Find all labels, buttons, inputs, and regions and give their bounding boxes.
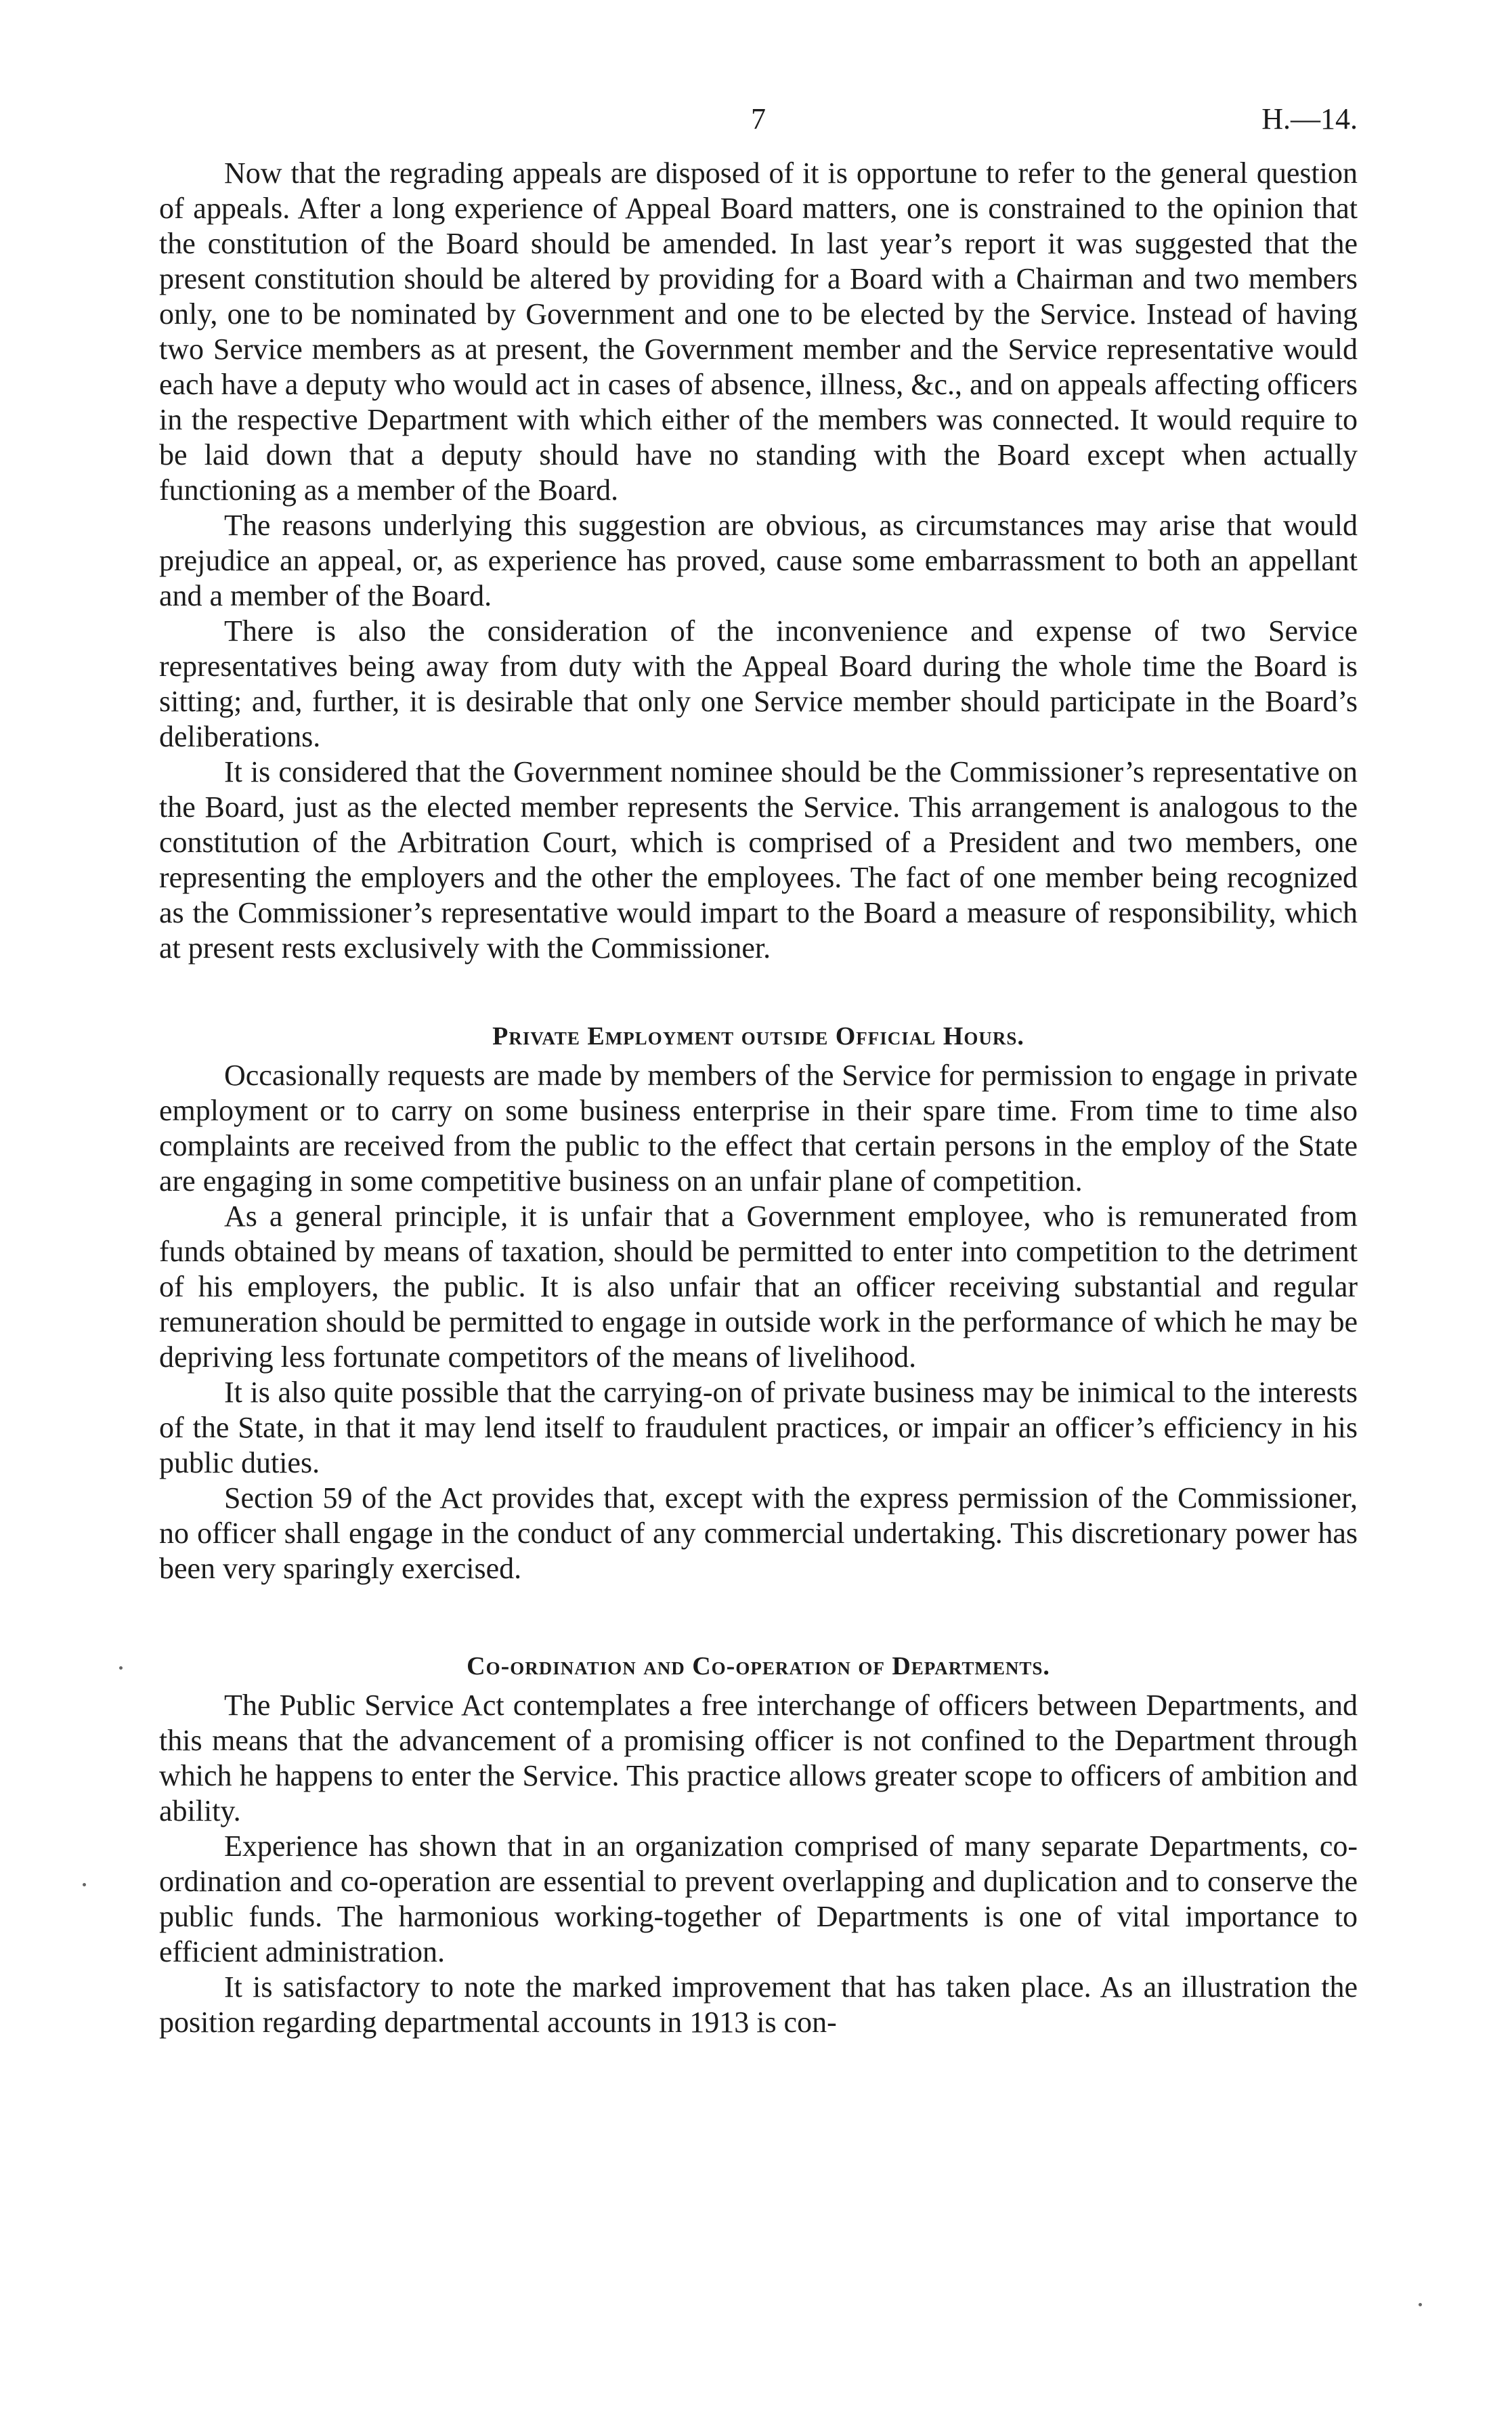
body-paragraph: There is also the consideration of the inconvenience and expense of two Service representatives being away from duty with the Appeal Board during the whole time the Board is sitting; and, further, it is desirable that only one Service member should participate in the Board’s deliberations. (159, 614, 1358, 753)
page-number: 7 (751, 102, 766, 135)
body-paragraph: The Public Service Act contemplates a free interchange of officers between Departments, and this means that the advancement of a promising officer is not confined to the Department through which he happens to enter the Service. This practice allows greater scope to officers of ambition and ability. (159, 1689, 1358, 1827)
body-paragraph: Now that the regrading appeals are disposed of it is opportune to refer to the general question of appeals. After a long experience of Appeal Board matters, one is constrained to the opinion that the constitution of the Board should be amended. In last year’s report it was suggested that the present constitution should be altered by providing for a Board with a Chairman and two members only, one to be nominated by Government and one to be elected by the Service. Instead of having two Service members as at present, the Government member and the Service representative would each have a deputy who would act in cases of absence, illness, &c., and on appeals affecting officers in the respective Department with which either of the members was connected. It would require to be laid down that a deputy should have no standing with the Board except when actually functioning as a member of the Board. (159, 156, 1358, 507)
document-reference: H.—14. (1261, 102, 1358, 135)
margin-speck (119, 1666, 123, 1670)
section-heading: Co-ordination and Co-operation of Departments. (467, 1652, 1050, 1680)
section-heading: Private Employment outside Official Hours. (492, 1022, 1024, 1051)
body-paragraph: Section 59 of the Act provides that, except with the express permission of the Commissioner, no officer shall engage in the conduct of any commercial undertaking. This discretionary power has been very sparingly exercised. (159, 1481, 1358, 1585)
body-paragraph: Experience has shown that in an organization comprised of many separate Departments, co-ordination and co-operation are essential to prevent overlapping and duplication and to conserve the public funds. The harmonious working-together of Departments is one of vital importance to efficient administration. (159, 1829, 1358, 1968)
section-coordination (159, 1649, 1358, 2040)
body-paragraph: As a general principle, it is unfair that a Government employee, who is remunerated from funds obtained by means of taxation, should be permitted to enter into competition to the detriment of his employers, the public. It is also unfair that an officer receiving substantial and regular remuneration should be permitted to engage in outside work in the performance of which he may be depriving less fortunate competitors of the means of livelihood. (159, 1200, 1358, 1374)
document-page (159, 102, 1358, 2040)
body-paragraph: It is considered that the Government nominee should be the Commissioner’s representative on the Board, just as the elected member represents the Service. This arrangement is analogous to the constitution of the Arbitration Court, which is comprised of a President and two members, one representing the employers and the other the employees. The fact of one member being recognized as the Commissioner’s representative would impart to the Board a measure of responsibility, which at present rests exclusively with the Commissioner. (159, 755, 1358, 965)
page-header (159, 102, 1358, 156)
margin-speck (83, 1883, 86, 1886)
body-paragraph: Occasionally requests are made by members of the Service for permission to engage in private employment or to carry on some business enterprise in their spare time. From time to time also complaints are received from the public to the effect that certain persons in the employ of the State are engaging in some competitive business on an unfair plane of competition. (159, 1059, 1358, 1198)
margin-speck (1419, 2303, 1422, 2306)
body-paragraph: The reasons underlying this suggestion are obvious, as circumstances may arise that would prejudice an appeal, or, as experience has proved, cause some embarrassment to both an appellant and a member of the Board. (159, 509, 1358, 612)
body-paragraph: It is also quite possible that the carrying-on of private business may be inimical to the interests of the State, in that it may lend itself to fraudulent practices, or impair an officer’s efficiency in his public duties. (159, 1376, 1358, 1479)
section-private-employment (159, 1019, 1358, 1586)
body-paragraph: It is satisfactory to note the marked improvement that has taken place. As an illustration the position regarding departmental accounts in 1913 is con- (159, 1970, 1358, 2039)
section-appeals (159, 156, 1358, 966)
